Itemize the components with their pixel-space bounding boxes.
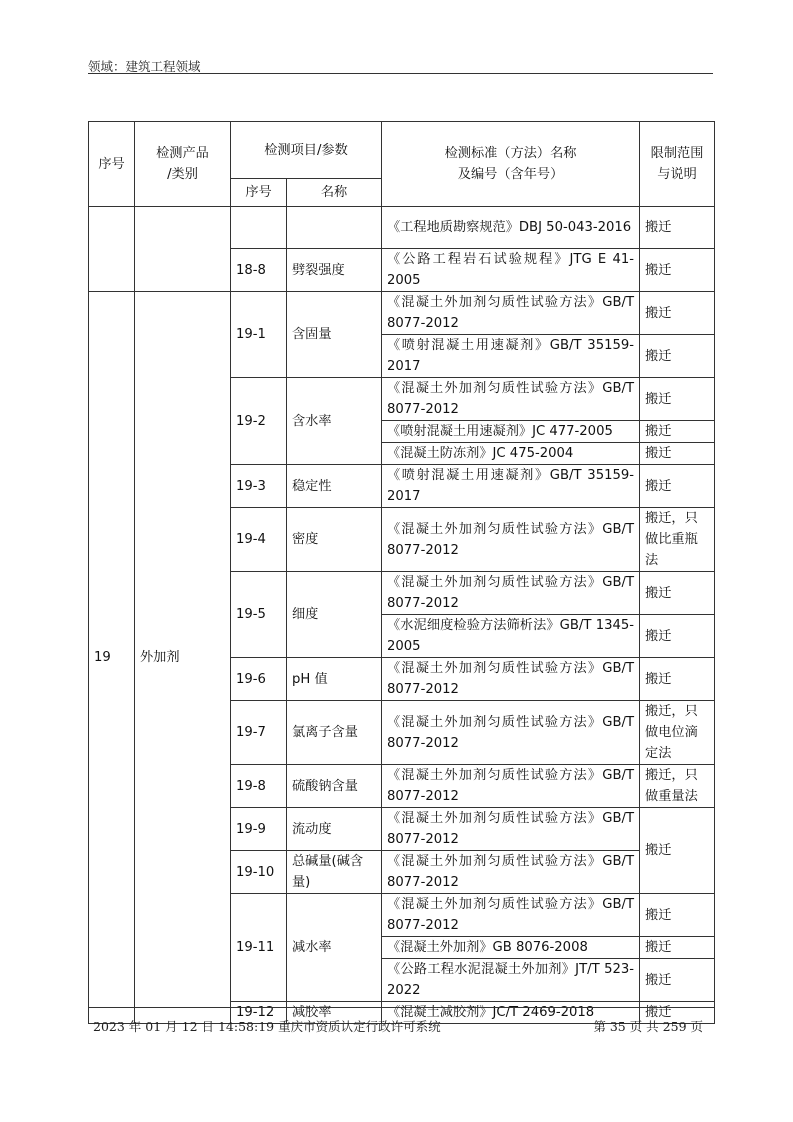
item-number: 19-12	[231, 1002, 287, 1024]
item-name: pH 值	[287, 658, 382, 701]
note-cell: 搬迁，只做比重瓶法	[640, 508, 715, 572]
item-name: 氯离子含量	[287, 701, 382, 765]
group-product: 外加剂	[135, 292, 231, 1024]
group-seq: 19	[89, 292, 135, 1024]
col-header-product	[135, 122, 231, 207]
col-header-limit	[640, 122, 715, 207]
note-cell: 搬迁	[640, 378, 715, 421]
note-cell: 搬迁	[640, 249, 715, 292]
note-cell: 搬迁	[640, 572, 715, 615]
col-header-limit-line2: 与说明	[657, 167, 697, 182]
item-number: 19-2	[231, 378, 287, 465]
item-name: 密度	[287, 508, 382, 572]
item-number: 19-4	[231, 508, 287, 572]
note-cell: 搬迁	[640, 894, 715, 937]
item-name: 含固量	[287, 292, 382, 378]
note-cell: 搬迁	[640, 937, 715, 959]
note-cell: 搬迁，只做重量法	[640, 765, 715, 808]
item-name: 硫酸钠含量	[287, 765, 382, 808]
note-cell: 搬迁	[640, 465, 715, 508]
footer-timestamp-system: 2023 年 01 月 12 日 14:58:19 重庆市资质认定行政许可系统	[93, 1019, 441, 1034]
standard-cell: 《混凝土防冻剂》JC 475-2004	[382, 443, 640, 465]
item-number: 19-11	[231, 894, 287, 1002]
table-row	[89, 292, 715, 335]
standard-cell: 《混凝土外加剂匀质性试验方法》GB/T 8077-2012	[382, 808, 640, 851]
item-number: 19-6	[231, 658, 287, 701]
item-name: 劈裂强度	[287, 249, 382, 292]
header-row-1	[89, 122, 715, 179]
note-cell: 搬迁	[640, 421, 715, 443]
col-header-product-line2: /类别	[167, 167, 198, 182]
item-number: 19-10	[231, 851, 287, 894]
standard-cell: 《公路工程水泥混凝土外加剂》JT/T 523-2022	[382, 959, 640, 1002]
standard-cell: 《工程地质勘察规范》DBJ 50-043-2016	[382, 207, 640, 249]
col-header-item-group: 检测项目/参数	[231, 122, 382, 179]
empty-product-cell	[135, 207, 231, 292]
empty-item-name-cell	[287, 207, 382, 249]
col-header-product-line1: 检测产品	[156, 146, 209, 161]
item-name: 稳定性	[287, 465, 382, 508]
standard-cell: 《混凝土外加剂匀质性试验方法》GB/T 8077-2012	[382, 658, 640, 701]
standard-cell: 《混凝土外加剂匀质性试验方法》GB/T 8077-2012	[382, 765, 640, 808]
domain-header: 领域：建筑工程领域	[88, 59, 201, 74]
item-name: 流动度	[287, 808, 382, 851]
item-number: 19-8	[231, 765, 287, 808]
standard-cell: 《混凝土外加剂匀质性试验方法》GB/T 8077-2012	[382, 378, 640, 421]
item-number: 19-1	[231, 292, 287, 378]
standard-cell: 《混凝土外加剂匀质性试验方法》GB/T 8077-2012	[382, 701, 640, 765]
col-header-seq: 序号	[89, 122, 135, 207]
table-row	[89, 207, 715, 249]
note-cell: 搬迁	[640, 207, 715, 249]
standard-cell: 《混凝土外加剂匀质性试验方法》GB/T 8077-2012	[382, 851, 640, 894]
item-name: 细度	[287, 572, 382, 658]
inspection-table	[88, 121, 715, 1024]
col-header-standard-line1: 检测标准（方法）名称	[444, 146, 577, 161]
item-number: 19-9	[231, 808, 287, 851]
item-name: 减水率	[287, 894, 382, 1002]
empty-seq-cell	[89, 207, 135, 292]
standard-cell: 《混凝土外加剂匀质性试验方法》GB/T 8077-2012	[382, 508, 640, 572]
item-name: 含水率	[287, 378, 382, 465]
item-number: 19-7	[231, 701, 287, 765]
col-header-item-seq: 序号	[231, 179, 287, 207]
standard-cell: 《喷射混凝土用速凝剂》GB/T 35159-2017	[382, 335, 640, 378]
standard-cell: 《混凝土减胶剂》JC/T 2469-2018	[382, 1002, 640, 1024]
item-number: 19-3	[231, 465, 287, 508]
note-cell: 搬迁	[640, 1002, 715, 1024]
standard-cell: 《混凝土外加剂》GB 8076-2008	[382, 937, 640, 959]
standard-cell: 《喷射混凝土用速凝剂》GB/T 35159-2017	[382, 465, 640, 508]
footer-page-number: 第 35 页 共 259 页	[593, 1019, 703, 1034]
note-cell: 搬迁	[640, 335, 715, 378]
item-name: 总碱量(碱含量)	[287, 851, 382, 894]
note-cell: 搬迁	[640, 443, 715, 465]
col-header-standard-line2: 及编号（含年号）	[457, 167, 564, 182]
note-cell-merged: 搬迁	[640, 808, 715, 894]
standard-cell: 《公路工程岩石试验规程》JTG E 41-2005	[382, 249, 640, 292]
col-header-standard	[382, 122, 640, 207]
standard-cell: 《混凝土外加剂匀质性试验方法》GB/T 8077-2012	[382, 572, 640, 615]
note-cell: 搬迁	[640, 658, 715, 701]
header-divider	[88, 73, 713, 74]
col-header-item-name: 名称	[287, 179, 382, 207]
empty-item-num-cell	[231, 207, 287, 249]
note-cell: 搬迁，只做电位滴定法	[640, 701, 715, 765]
item-number: 18-8	[231, 249, 287, 292]
note-cell: 搬迁	[640, 959, 715, 1002]
note-cell: 搬迁	[640, 292, 715, 335]
item-number: 19-5	[231, 572, 287, 658]
standard-cell: 《混凝土外加剂匀质性试验方法》GB/T 8077-2012	[382, 292, 640, 335]
standard-cell: 《混凝土外加剂匀质性试验方法》GB/T 8077-2012	[382, 894, 640, 937]
note-cell: 搬迁	[640, 615, 715, 658]
col-header-limit-line1: 限制范围	[650, 146, 704, 161]
footer-divider	[88, 1007, 714, 1008]
item-name: 减胶率	[287, 1002, 382, 1024]
standard-cell: 《水泥细度检验方法筛析法》GB/T 1345-2005	[382, 615, 640, 658]
standard-cell: 《喷射混凝土用速凝剂》JC 477-2005	[382, 421, 640, 443]
